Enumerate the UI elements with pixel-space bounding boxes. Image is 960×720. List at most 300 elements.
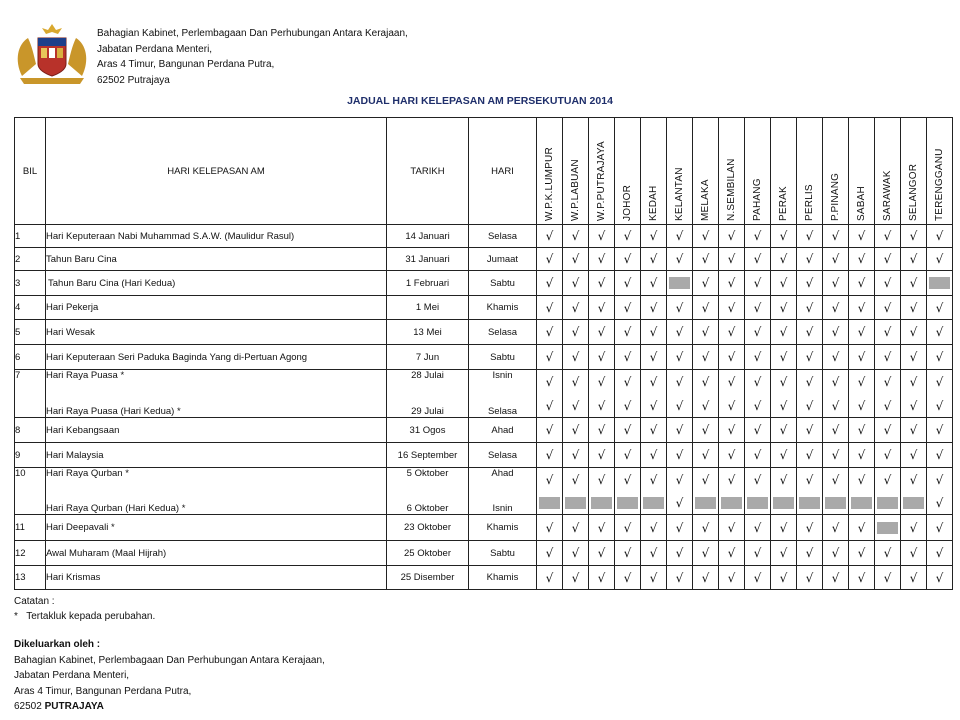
check-mark: √ xyxy=(797,345,823,370)
check-mark: √ xyxy=(745,370,771,395)
gray-shade xyxy=(877,497,898,509)
state-name: PAHANG xyxy=(752,178,763,221)
check-mark: √ xyxy=(797,320,823,345)
not-holiday-cell xyxy=(823,492,849,515)
city: PUTRAJAYA xyxy=(44,701,104,712)
check-mark: √ xyxy=(849,271,875,296)
address-line: Jabatan Perdana Menteri, xyxy=(97,43,213,55)
issued-by-postcode-line xyxy=(14,699,325,715)
gray-shade xyxy=(747,497,768,509)
check-mark: √ xyxy=(849,248,875,271)
issued-by-heading: Dikeluarkan oleh : xyxy=(14,639,101,650)
holiday-day: Selasa xyxy=(469,320,537,345)
check-mark: √ xyxy=(927,492,953,515)
state-column-header xyxy=(771,118,797,225)
check-mark: √ xyxy=(693,418,719,443)
check-mark: √ xyxy=(849,394,875,418)
check-mark: √ xyxy=(901,443,927,468)
check-mark: √ xyxy=(875,345,901,370)
holiday-name: Hari Raya Puasa (Hari Kedua) * xyxy=(46,394,387,418)
check-mark: √ xyxy=(901,541,927,566)
holiday-day: Sabtu xyxy=(469,345,537,370)
row-number: 7 xyxy=(15,370,46,395)
check-mark: √ xyxy=(875,248,901,271)
check-mark: √ xyxy=(901,345,927,370)
check-mark: √ xyxy=(849,515,875,541)
state-name: P.PINANG xyxy=(830,172,841,221)
check-mark: √ xyxy=(849,541,875,566)
asterisk-mark: * xyxy=(14,611,18,622)
check-mark: √ xyxy=(667,492,693,515)
check-mark: √ xyxy=(693,370,719,395)
check-mark: √ xyxy=(745,566,771,590)
state-name: W.P.LABUAN xyxy=(570,159,581,221)
check-mark: √ xyxy=(849,443,875,468)
state-column-header xyxy=(719,118,745,225)
issued-by-line: Bahagian Kabinet, Perlembagaan Dan Perhubungan Antara Kerajaan, xyxy=(14,654,325,666)
holiday-date: 31 Ogos xyxy=(387,418,469,443)
check-mark: √ xyxy=(797,370,823,395)
not-holiday-cell xyxy=(589,492,615,515)
check-mark: √ xyxy=(875,541,901,566)
not-holiday-cell xyxy=(745,492,771,515)
check-mark: √ xyxy=(641,320,667,345)
check-mark: √ xyxy=(667,418,693,443)
check-mark: √ xyxy=(849,345,875,370)
check-mark: √ xyxy=(875,320,901,345)
check-mark: √ xyxy=(823,345,849,370)
table-row xyxy=(15,271,953,296)
check-mark: √ xyxy=(719,418,745,443)
check-mark: √ xyxy=(875,394,901,418)
state-name: MELAKA xyxy=(700,179,711,221)
check-mark: √ xyxy=(745,541,771,566)
holiday-name: Awal Muharam (Maal Hijrah) xyxy=(46,541,387,566)
check-mark: √ xyxy=(771,370,797,395)
check-mark: √ xyxy=(901,248,927,271)
gray-shade xyxy=(825,497,846,509)
table-row xyxy=(15,515,953,541)
check-mark: √ xyxy=(771,394,797,418)
state-column-header xyxy=(823,118,849,225)
check-mark: √ xyxy=(641,418,667,443)
check-mark: √ xyxy=(615,248,641,271)
check-mark: √ xyxy=(771,541,797,566)
check-mark: √ xyxy=(927,468,953,493)
check-mark: √ xyxy=(823,468,849,493)
malaysia-coat-of-arms-icon xyxy=(12,20,92,86)
row-number: 13 xyxy=(15,566,46,590)
check-mark: √ xyxy=(849,370,875,395)
check-mark: √ xyxy=(537,248,563,271)
state-name: PERAK xyxy=(778,186,789,221)
holiday-name: Hari Deepavali * xyxy=(46,515,387,541)
holiday-name: Hari Raya Qurban * xyxy=(46,468,387,493)
address-line: Aras 4 Timur, Bangunan Perdana Putra, xyxy=(97,59,275,70)
check-mark: √ xyxy=(797,443,823,468)
state-name: W.P.K.LUMPUR xyxy=(544,147,555,221)
check-mark: √ xyxy=(745,296,771,320)
not-holiday-cell xyxy=(615,492,641,515)
check-mark: √ xyxy=(589,320,615,345)
issued-by-line: Aras 4 Timur, Bangunan Perdana Putra, xyxy=(14,685,192,697)
check-mark: √ xyxy=(589,370,615,395)
check-mark: √ xyxy=(537,418,563,443)
gray-shade xyxy=(565,497,586,509)
check-mark: √ xyxy=(589,296,615,320)
state-name: SARAWAK xyxy=(882,170,893,221)
check-mark: √ xyxy=(771,418,797,443)
row-number: 5 xyxy=(15,320,46,345)
state-name: PERLIS xyxy=(804,184,815,221)
check-mark: √ xyxy=(641,296,667,320)
check-mark: √ xyxy=(797,225,823,248)
check-mark: √ xyxy=(693,271,719,296)
holiday-day: Selasa xyxy=(469,225,537,248)
gray-shade xyxy=(903,497,924,509)
check-mark: √ xyxy=(589,345,615,370)
check-mark: √ xyxy=(745,418,771,443)
check-mark: √ xyxy=(771,296,797,320)
check-mark: √ xyxy=(745,443,771,468)
holiday-name: Hari Keputeraan Nabi Muhammad S.A.W. (Maulidur Rasul) xyxy=(46,225,387,248)
check-mark: √ xyxy=(693,320,719,345)
table-row xyxy=(15,370,953,395)
gray-shade xyxy=(851,497,872,509)
table-row xyxy=(15,468,953,493)
check-mark: √ xyxy=(615,468,641,493)
not-holiday-cell xyxy=(667,271,693,296)
check-mark: √ xyxy=(745,345,771,370)
state-column-header xyxy=(745,118,771,225)
check-mark: √ xyxy=(589,468,615,493)
row-number: 10 xyxy=(15,468,46,493)
check-mark: √ xyxy=(693,394,719,418)
organization-address xyxy=(97,26,408,88)
check-mark: √ xyxy=(719,345,745,370)
holiday-date: 14 Januari xyxy=(387,225,469,248)
state-column-header xyxy=(589,118,615,225)
check-mark: √ xyxy=(849,320,875,345)
gray-shade xyxy=(695,497,716,509)
table-row xyxy=(15,418,953,443)
check-mark: √ xyxy=(667,515,693,541)
check-mark: √ xyxy=(823,394,849,418)
notes-heading: Catatan : xyxy=(14,596,55,607)
check-mark: √ xyxy=(615,225,641,248)
notes-section xyxy=(14,594,155,624)
check-mark: √ xyxy=(875,443,901,468)
check-mark: √ xyxy=(927,296,953,320)
check-mark: √ xyxy=(875,418,901,443)
gray-shade xyxy=(617,497,638,509)
check-mark: √ xyxy=(823,566,849,590)
check-mark: √ xyxy=(797,418,823,443)
check-mark: √ xyxy=(641,541,667,566)
not-holiday-cell xyxy=(641,492,667,515)
check-mark: √ xyxy=(771,248,797,271)
check-mark: √ xyxy=(745,394,771,418)
holiday-date: 1 Mei xyxy=(387,296,469,320)
holiday-name: Hari Raya Qurban (Hari Kedua) * xyxy=(46,492,387,515)
holiday-day: Isnin xyxy=(469,370,537,395)
check-mark: √ xyxy=(667,320,693,345)
state-name: N.SEMBILAN xyxy=(726,158,737,221)
holiday-day: Ahad xyxy=(469,418,537,443)
row-number: 12 xyxy=(15,541,46,566)
row-number: 4 xyxy=(15,296,46,320)
check-mark: √ xyxy=(849,468,875,493)
holiday-day: Jumaat xyxy=(469,248,537,271)
holiday-day: Sabtu xyxy=(469,271,537,296)
check-mark: √ xyxy=(537,345,563,370)
check-mark: √ xyxy=(927,345,953,370)
check-mark: √ xyxy=(875,225,901,248)
check-mark: √ xyxy=(615,320,641,345)
table-row xyxy=(15,296,953,320)
check-mark: √ xyxy=(849,225,875,248)
not-holiday-cell xyxy=(901,492,927,515)
notes-text: Tertakluk kepada perubahan. xyxy=(26,611,156,622)
check-mark: √ xyxy=(849,296,875,320)
check-mark: √ xyxy=(641,515,667,541)
check-mark: √ xyxy=(693,541,719,566)
check-mark: √ xyxy=(667,443,693,468)
check-mark: √ xyxy=(745,271,771,296)
check-mark: √ xyxy=(901,468,927,493)
check-mark: √ xyxy=(537,296,563,320)
check-mark: √ xyxy=(615,296,641,320)
state-column-header xyxy=(537,118,563,225)
check-mark: √ xyxy=(563,394,589,418)
check-mark: √ xyxy=(641,225,667,248)
row-number xyxy=(15,394,46,418)
check-mark: √ xyxy=(589,394,615,418)
check-mark: √ xyxy=(771,345,797,370)
address-line: Bahagian Kabinet, Perlembagaan Dan Perhubungan Antara Kerajaan, xyxy=(97,28,408,39)
check-mark: √ xyxy=(823,320,849,345)
check-mark: √ xyxy=(927,320,953,345)
not-holiday-cell xyxy=(849,492,875,515)
notes-line xyxy=(14,609,155,624)
check-mark: √ xyxy=(797,541,823,566)
check-mark: √ xyxy=(901,225,927,248)
column-header-day: HARI xyxy=(469,118,537,225)
holiday-name: Hari Krismas xyxy=(46,566,387,590)
not-holiday-cell xyxy=(927,271,953,296)
column-header-holiday: HARI KELEPASAN AM xyxy=(46,118,387,225)
check-mark: √ xyxy=(693,566,719,590)
check-mark: √ xyxy=(719,296,745,320)
row-number: 3 xyxy=(15,271,46,296)
holiday-date: 5 Oktober xyxy=(387,468,469,493)
check-mark: √ xyxy=(745,225,771,248)
check-mark: √ xyxy=(641,248,667,271)
holiday-name: Tahun Baru Cina (Hari Kedua) xyxy=(46,271,387,296)
holiday-date: 31 Januari xyxy=(387,248,469,271)
check-mark: √ xyxy=(641,468,667,493)
not-holiday-cell xyxy=(537,492,563,515)
check-mark: √ xyxy=(823,296,849,320)
check-mark: √ xyxy=(771,225,797,248)
gray-shade xyxy=(643,497,664,509)
check-mark: √ xyxy=(901,370,927,395)
check-mark: √ xyxy=(537,468,563,493)
check-mark: √ xyxy=(901,394,927,418)
check-mark: √ xyxy=(875,296,901,320)
check-mark: √ xyxy=(563,443,589,468)
holiday-date: 23 Oktober xyxy=(387,515,469,541)
check-mark: √ xyxy=(589,443,615,468)
gray-shade xyxy=(721,497,742,509)
check-mark: √ xyxy=(901,320,927,345)
check-mark: √ xyxy=(615,345,641,370)
table-row xyxy=(15,443,953,468)
check-mark: √ xyxy=(771,320,797,345)
not-holiday-cell xyxy=(771,492,797,515)
check-mark: √ xyxy=(537,370,563,395)
check-mark: √ xyxy=(745,320,771,345)
check-mark: √ xyxy=(927,370,953,395)
check-mark: √ xyxy=(667,566,693,590)
state-name: TERENGGANU xyxy=(934,148,945,221)
check-mark: √ xyxy=(563,541,589,566)
check-mark: √ xyxy=(719,248,745,271)
state-column-header xyxy=(615,118,641,225)
check-mark: √ xyxy=(537,566,563,590)
check-mark: √ xyxy=(563,320,589,345)
check-mark: √ xyxy=(901,566,927,590)
check-mark: √ xyxy=(849,566,875,590)
check-mark: √ xyxy=(719,225,745,248)
holiday-date: 16 September xyxy=(387,443,469,468)
check-mark: √ xyxy=(667,345,693,370)
check-mark: √ xyxy=(537,541,563,566)
check-mark: √ xyxy=(927,443,953,468)
row-number: 8 xyxy=(15,418,46,443)
table-row xyxy=(15,225,953,248)
holiday-table xyxy=(14,117,953,590)
check-mark: √ xyxy=(797,296,823,320)
issued-by-line: Jabatan Perdana Menteri, xyxy=(14,670,130,681)
check-mark: √ xyxy=(927,248,953,271)
state-column-header xyxy=(901,118,927,225)
holiday-name: Hari Malaysia xyxy=(46,443,387,468)
page-title: JADUAL HARI KELEPASAN AM PERSEKUTUAN 2014 xyxy=(347,95,613,107)
check-mark: √ xyxy=(745,248,771,271)
check-mark: √ xyxy=(797,394,823,418)
check-mark: √ xyxy=(927,418,953,443)
check-mark: √ xyxy=(797,566,823,590)
holiday-date: 7 Jun xyxy=(387,345,469,370)
check-mark: √ xyxy=(667,468,693,493)
check-mark: √ xyxy=(823,443,849,468)
check-mark: √ xyxy=(641,566,667,590)
holiday-day: Selasa xyxy=(469,394,537,418)
not-holiday-cell xyxy=(693,492,719,515)
check-mark: √ xyxy=(537,225,563,248)
state-name: W.P.PUTRAJAYA xyxy=(596,141,607,221)
check-mark: √ xyxy=(693,468,719,493)
check-mark: √ xyxy=(693,515,719,541)
state-column-header xyxy=(667,118,693,225)
issued-by-section xyxy=(14,637,325,715)
row-number xyxy=(15,492,46,515)
table-row xyxy=(15,566,953,590)
not-holiday-cell xyxy=(719,492,745,515)
holiday-day: Ahad xyxy=(469,468,537,493)
check-mark: √ xyxy=(615,370,641,395)
check-mark: √ xyxy=(745,468,771,493)
holiday-day: Khamis xyxy=(469,296,537,320)
check-mark: √ xyxy=(719,468,745,493)
check-mark: √ xyxy=(641,345,667,370)
check-mark: √ xyxy=(589,541,615,566)
postcode: 62502 xyxy=(14,701,42,712)
check-mark: √ xyxy=(667,370,693,395)
check-mark: √ xyxy=(823,418,849,443)
holiday-date: 29 Julai xyxy=(387,394,469,418)
check-mark: √ xyxy=(823,225,849,248)
state-column-header xyxy=(875,118,901,225)
holiday-date: 25 Disember xyxy=(387,566,469,590)
not-holiday-cell xyxy=(875,515,901,541)
state-name: KELANTAN xyxy=(674,167,685,221)
row-number: 2 xyxy=(15,248,46,271)
check-mark: √ xyxy=(563,225,589,248)
check-mark: √ xyxy=(771,515,797,541)
holiday-name: Tahun Baru Cina xyxy=(46,248,387,271)
gray-shade xyxy=(877,522,898,534)
not-holiday-cell xyxy=(563,492,589,515)
check-mark: √ xyxy=(615,566,641,590)
check-mark: √ xyxy=(719,541,745,566)
check-mark: √ xyxy=(563,370,589,395)
check-mark: √ xyxy=(719,370,745,395)
check-mark: √ xyxy=(875,468,901,493)
table-row xyxy=(15,541,953,566)
check-mark: √ xyxy=(667,394,693,418)
check-mark: √ xyxy=(771,443,797,468)
state-column-header xyxy=(927,118,953,225)
check-mark: √ xyxy=(823,515,849,541)
column-header-bil: BIL xyxy=(15,118,46,225)
check-mark: √ xyxy=(693,225,719,248)
check-mark: √ xyxy=(589,225,615,248)
holiday-date: 1 Februari xyxy=(387,271,469,296)
check-mark: √ xyxy=(537,394,563,418)
holiday-date: 28 Julai xyxy=(387,370,469,395)
check-mark: √ xyxy=(589,418,615,443)
gray-shade xyxy=(773,497,794,509)
holiday-name: Hari Kebangsaan xyxy=(46,418,387,443)
column-header-date: TARIKH xyxy=(387,118,469,225)
holiday-day: Khamis xyxy=(469,566,537,590)
table-row xyxy=(15,345,953,370)
not-holiday-cell xyxy=(797,492,823,515)
holiday-date: 6 Oktober xyxy=(387,492,469,515)
table-row xyxy=(15,394,953,418)
gray-shade xyxy=(591,497,612,509)
gray-shade xyxy=(929,277,950,289)
check-mark: √ xyxy=(563,515,589,541)
check-mark: √ xyxy=(719,566,745,590)
check-mark: √ xyxy=(823,248,849,271)
state-column-header xyxy=(849,118,875,225)
check-mark: √ xyxy=(719,443,745,468)
check-mark: √ xyxy=(927,566,953,590)
state-column-header xyxy=(693,118,719,225)
